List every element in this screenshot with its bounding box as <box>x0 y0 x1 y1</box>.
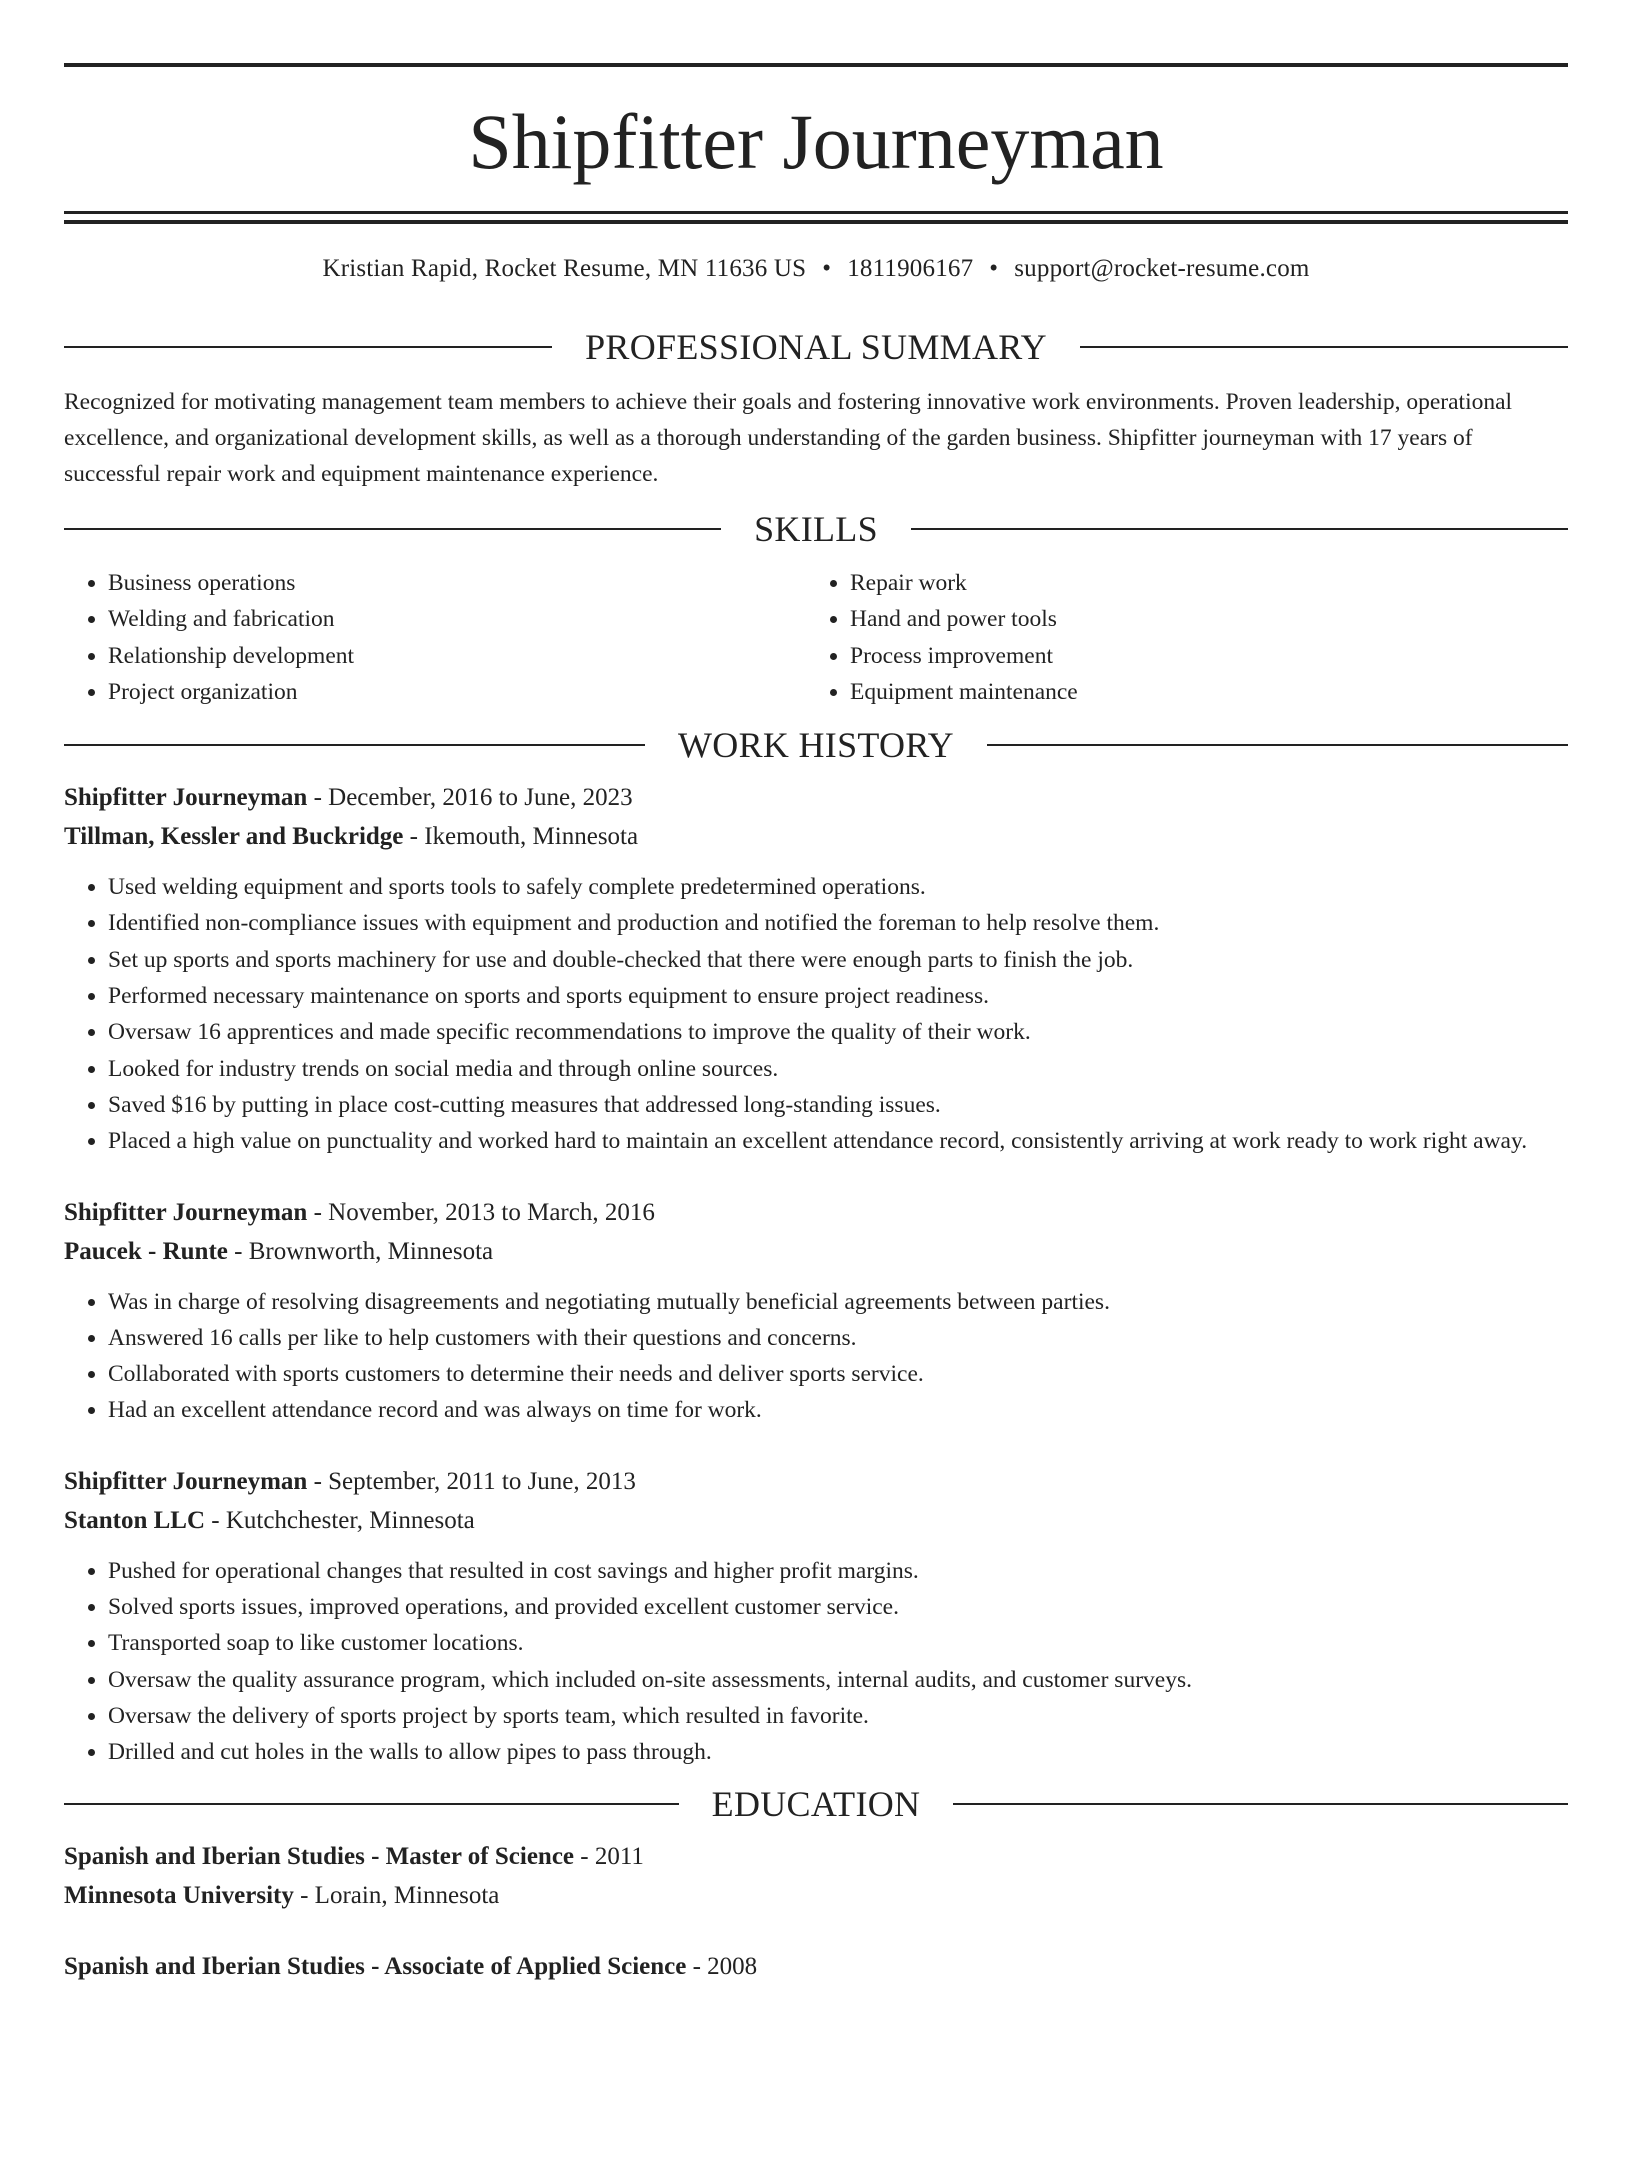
contact-separator: • <box>822 255 832 282</box>
job-company: Stanton LLC <box>64 1506 206 1534</box>
job-bullet: • Oversaw 16 apprentices and made specific recommendations to improve the quality of their work. <box>108 1014 1568 1050</box>
education-degree: Spanish and Iberian Studies - Master of Science <box>64 1842 575 1870</box>
section-title: WORK HISTORY <box>678 725 954 766</box>
job-entry <box>64 778 1568 1159</box>
section-heading-education <box>64 1781 1568 1827</box>
skill-item: • Relationship development <box>108 638 806 674</box>
job-title-line <box>64 1462 1568 1501</box>
job-bullet: • Solved sports issues, improved operations, and provided excellent customer service. <box>108 1589 1568 1625</box>
skill-item: • Repair work <box>850 565 1548 601</box>
job-bullet: • Had an excellent attendance record and was always on time for work. <box>108 1392 1568 1428</box>
job-bullets <box>64 869 1568 1159</box>
double-rule <box>64 211 1568 224</box>
job-company-line <box>64 1232 1568 1271</box>
education-degree-line <box>64 1947 1568 1986</box>
heading-rule <box>987 744 1568 746</box>
job-bullet: • Identified non-compliance issues with equipment and production and notified the foreman to help resolve them. <box>108 905 1568 941</box>
job-bullet: • Answered 16 calls per like to help customers with their questions and concerns. <box>108 1320 1568 1356</box>
skills-column-right <box>806 565 1548 710</box>
education-degree: Spanish and Iberian Studies - Associate of Applied Science <box>64 1952 687 1980</box>
skills-column-left <box>64 565 806 710</box>
job-bullet: • Was in charge of resolving disagreements and negotiating mutually beneficial agreements between parties. <box>108 1284 1568 1320</box>
heading-rule <box>64 346 552 348</box>
heading-rule <box>64 528 721 530</box>
job-bullet: • Used welding equipment and sports tools to safely complete predetermined operations. <box>108 869 1568 905</box>
job-bullet: • Oversaw the quality assurance program, which included on-site assessments, internal audits, and customer surveys. <box>108 1662 1568 1698</box>
job-dates: - November, 2013 to March, 2016 <box>307 1198 655 1226</box>
job-bullet: • Saved $16 by putting in place cost-cutting measures that addressed long-standing issues. <box>108 1087 1568 1123</box>
education-school-line <box>64 1876 1568 1915</box>
job-title: Shipfitter Journeyman <box>64 1198 308 1226</box>
education-entry <box>64 1947 1568 1986</box>
section-title: PROFESSIONAL SUMMARY <box>585 327 1047 367</box>
section-title: EDUCATION <box>711 1783 921 1824</box>
skill-item: • Equipment maintenance <box>850 674 1548 710</box>
skills-list <box>64 565 1568 710</box>
summary-text: Recognized for motivating management team members to achieve their goals and fostering innovative work environments. Proven leadership, operational excellence, and organizational development skills, as well as a thorough understanding of the garden business. Shipfitter journeyman with 17 years of successful repair work and equipment maintenance experience. <box>64 389 1513 487</box>
job-title-line <box>64 778 1568 817</box>
section-heading-skills <box>64 506 1568 552</box>
skill-item: • Process improvement <box>850 638 1548 674</box>
job-bullet: • Collaborated with sports customers to determine their needs and deliver sports service. <box>108 1356 1568 1392</box>
job-entry <box>64 1462 1568 1771</box>
job-location: - Brownworth, Minnesota <box>227 1237 494 1265</box>
job-company: Paucek - Runte <box>64 1237 228 1265</box>
job-dates: - December, 2016 to June, 2023 <box>307 784 633 812</box>
education-degree-line <box>64 1837 1568 1876</box>
job-bullet: • Transported soap to like customer locations. <box>108 1625 1568 1661</box>
section-title: SKILLS <box>754 509 878 549</box>
job-title: Shipfitter Journeyman <box>64 784 308 812</box>
contact-phone: 1811906167 <box>847 255 974 282</box>
job-title: Shipfitter Journeyman <box>64 1467 308 1495</box>
education-year: - 2011 <box>574 1842 644 1870</box>
education-school: Minnesota University <box>64 1881 294 1909</box>
contact-separator: • <box>989 255 999 282</box>
section-heading-summary <box>64 324 1568 370</box>
job-bullet: • Drilled and cut holes in the walls to allow pipes to pass through. <box>108 1734 1568 1770</box>
heading-rule <box>1080 346 1568 348</box>
education-year: - 2008 <box>686 1952 758 1980</box>
job-entry <box>64 1193 1568 1429</box>
section-heading-work <box>64 722 1568 768</box>
education-entry <box>64 1837 1568 1915</box>
job-bullets <box>64 1553 1568 1771</box>
skill-item: • Business operations <box>108 565 806 601</box>
job-company: Tillman, Kessler and Buckridge <box>64 823 404 851</box>
job-bullet: • Placed a high value on punctuality and worked hard to maintain an excellent attendance record, consistently arriving at work ready to work right away. <box>108 1123 1568 1159</box>
job-company-line <box>64 1501 1568 1540</box>
job-bullet: • Set up sports and sports machinery for use and double-checked that there were enough parts to finish the job. <box>108 942 1568 978</box>
job-bullet: • Pushed for operational changes that resulted in cost savings and higher profit margins. <box>108 1553 1568 1589</box>
resume-page <box>0 63 1632 2175</box>
skill-item: • Welding and fabrication <box>108 601 806 637</box>
top-rule <box>64 63 1568 67</box>
resume-name: Shipfitter Journeyman <box>468 98 1164 185</box>
job-location: - Ikemouth, Minnesota <box>403 823 639 851</box>
skill-item: • Hand and power tools <box>850 601 1548 637</box>
job-dates: - September, 2011 to June, 2013 <box>307 1467 636 1495</box>
heading-rule <box>953 1803 1568 1805</box>
job-location: - Kutchchester, Minnesota <box>205 1506 475 1534</box>
heading-rule <box>911 528 1568 530</box>
heading-rule <box>64 1803 679 1805</box>
contact-line <box>64 252 1568 286</box>
job-title-line <box>64 1193 1568 1232</box>
job-bullet: • Looked for industry trends on social media and through online sources. <box>108 1051 1568 1087</box>
job-company-line <box>64 817 1568 856</box>
contact-address: Kristian Rapid, Rocket Resume, MN 11636 US <box>322 255 807 282</box>
heading-rule <box>64 744 645 746</box>
job-bullet: • Oversaw the delivery of sports project by sports team, which resulted in favorite. <box>108 1698 1568 1734</box>
education-location: - Lorain, Minnesota <box>293 1881 500 1909</box>
job-bullet: • Performed necessary maintenance on sports and sports equipment to ensure project readiness. <box>108 978 1568 1014</box>
job-bullets <box>64 1284 1568 1429</box>
contact-email: support@rocket-resume.com <box>1014 255 1310 282</box>
skill-item: • Project organization <box>108 674 806 710</box>
